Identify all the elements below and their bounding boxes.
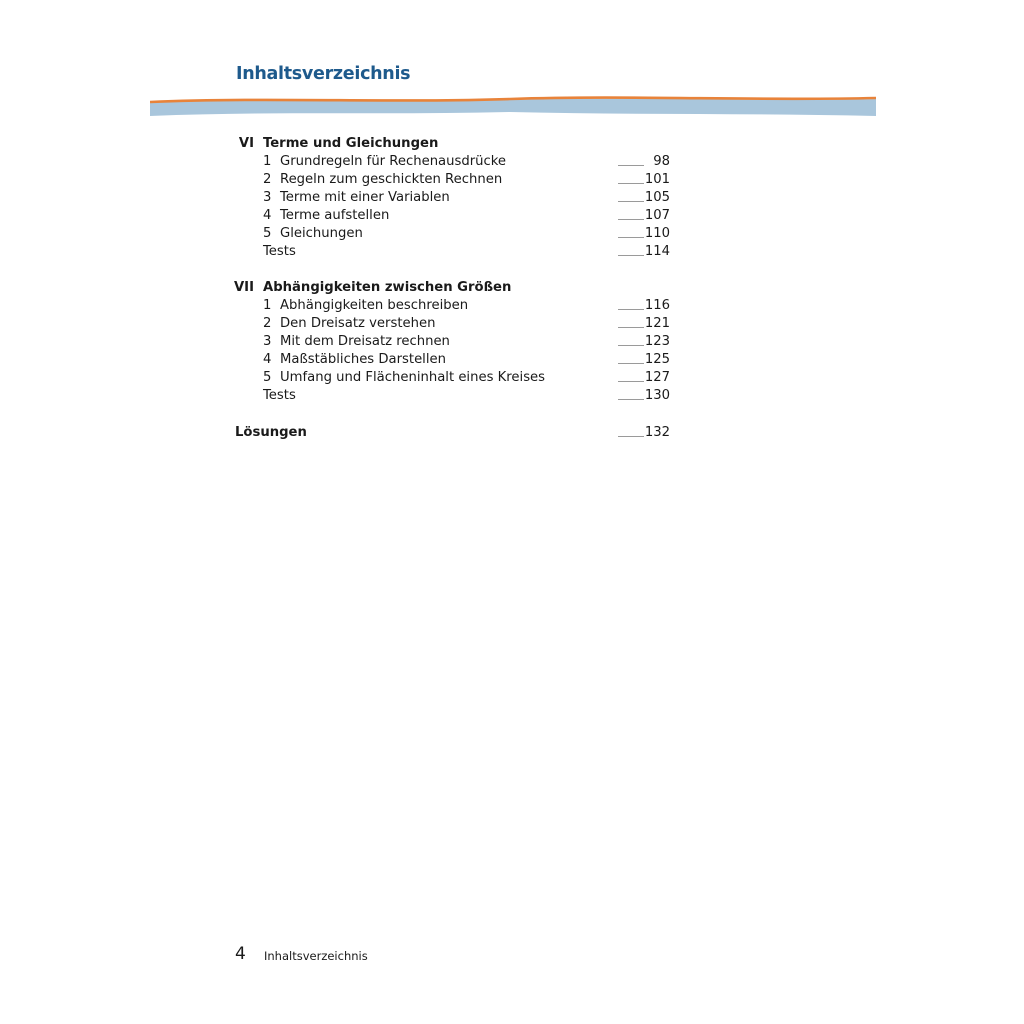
toc-entry[interactable] <box>0 297 1024 315</box>
entry-title: Maßstäbliches Darstellen <box>280 352 446 367</box>
solutions-title: Lösungen <box>235 425 307 440</box>
toc-entry[interactable] <box>0 153 1024 171</box>
entry-number: 3 <box>263 190 272 205</box>
entry-title: Gleichungen <box>280 226 363 241</box>
entry-number: 4 <box>263 352 272 367</box>
entry-number: 5 <box>263 226 272 241</box>
entry-number: 2 <box>263 316 272 331</box>
entry-page: 110 <box>644 226 670 241</box>
entry-number: 1 <box>263 298 272 313</box>
entry-title: Umfang und Flächeninhalt eines Kreises <box>280 370 546 385</box>
entry-page: 105 <box>644 190 670 205</box>
entry-page: 132 <box>644 425 670 440</box>
entry-page: 116 <box>644 298 670 313</box>
toc-entry[interactable] <box>0 189 1024 207</box>
entry-page: 107 <box>644 208 670 223</box>
toc-entry[interactable] <box>0 171 1024 189</box>
page-title: Inhaltsverzeichnis <box>236 64 411 84</box>
chapter-number: VI <box>238 136 254 151</box>
entry-title: Mit dem Dreisatz rechnen <box>280 334 450 349</box>
toc-entry-solutions[interactable] <box>0 424 1024 442</box>
entry-number: 3 <box>263 334 272 349</box>
footer-label: Inhaltsverzeichnis <box>264 949 368 963</box>
entry-number: 1 <box>263 154 272 169</box>
entry-title: Den Dreisatz verstehen <box>280 316 436 331</box>
entry-page: 123 <box>644 334 670 349</box>
toc-entry[interactable] <box>0 315 1024 333</box>
entry-page: 98 <box>653 154 670 169</box>
entry-title: Terme aufstellen <box>280 208 390 223</box>
entry-number: 4 <box>263 208 272 223</box>
entry-number: 2 <box>263 172 272 187</box>
chapter-title: Abhängigkeiten zwischen Größen <box>263 280 512 295</box>
entry-title: Regeln zum geschickten Rechnen <box>280 172 503 187</box>
toc-entry[interactable] <box>0 225 1024 243</box>
entry-page: 127 <box>644 370 670 385</box>
footer-page-number: 4 <box>235 944 246 964</box>
entry-number: 5 <box>263 370 272 385</box>
toc-entry[interactable] <box>0 369 1024 387</box>
entry-page: 121 <box>644 316 670 331</box>
toc-entry[interactable] <box>0 333 1024 351</box>
toc-entry-tests[interactable] <box>0 243 1024 261</box>
entry-title: Tests <box>263 244 296 259</box>
entry-title: Grundregeln für Rechenausdrücke <box>280 154 507 169</box>
entry-page: 130 <box>644 388 670 403</box>
toc-entry[interactable] <box>0 351 1024 369</box>
entry-page: 125 <box>644 352 670 367</box>
entry-title: Terme mit einer Variablen <box>280 190 450 205</box>
entry-title: Abhängigkeiten beschreiben <box>280 298 469 313</box>
entry-page: 101 <box>644 172 670 187</box>
toc-entry-tests[interactable] <box>0 387 1024 405</box>
chapter-title: Terme und Gleichungen <box>263 136 439 151</box>
chapter-number: VII <box>233 280 254 295</box>
entry-page: 114 <box>644 244 670 259</box>
entry-title: Tests <box>263 388 296 403</box>
toc-entry[interactable] <box>0 207 1024 225</box>
